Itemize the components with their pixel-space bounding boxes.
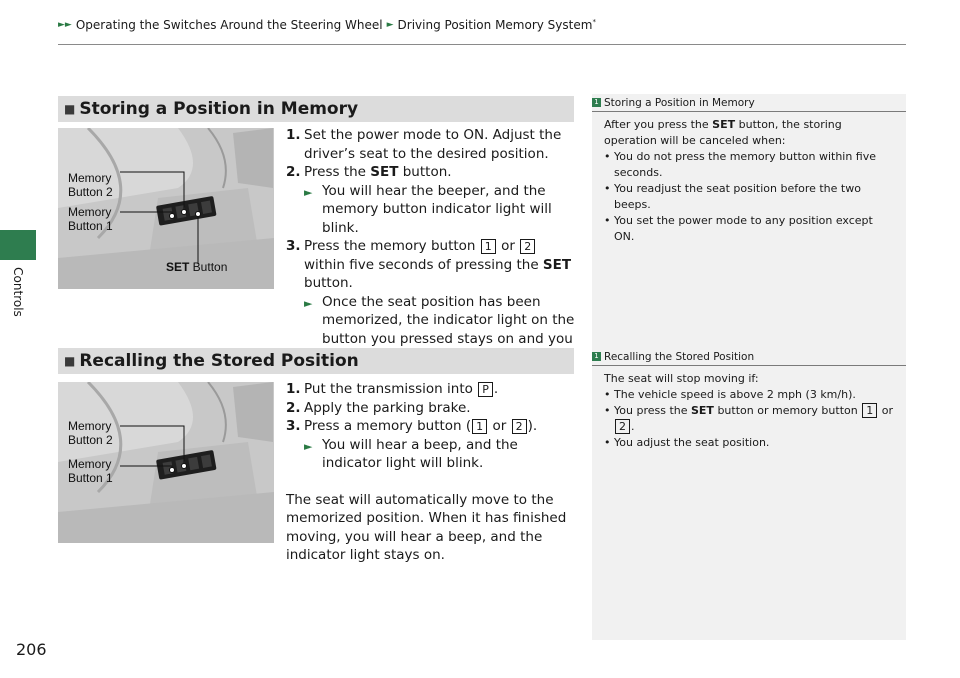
note-bullet — [604, 403, 896, 435]
step-number: 3. — [286, 418, 301, 434]
note-title-text: Storing a Position in Memory — [604, 96, 755, 109]
label-memory-button-1-line1: Memory — [68, 457, 112, 471]
note-bullet — [604, 435, 896, 451]
storing-step-1 — [286, 126, 576, 163]
recalling-step-1 — [286, 380, 576, 399]
memory-key-1-icon: 1 — [481, 239, 496, 254]
memory-key-2-icon: 2 — [512, 419, 527, 434]
door-panel-illustration — [58, 128, 274, 289]
label-memory-button-1b — [68, 219, 113, 233]
step-number: 2. — [286, 399, 301, 416]
breadcrumb-item-switches[interactable]: Operating the Switches Around the Steering Wheel — [75, 18, 383, 32]
step-text — [304, 237, 576, 293]
recalling-paragraph: The seat will automatically move to the memorized position. When it has finished moving, you will hear a beep, and the indicator light stays on. — [286, 491, 567, 563]
heading-square-icon: ■ — [64, 102, 76, 116]
step-text-part: Press the — [304, 164, 371, 180]
step-text-part: . — [493, 381, 499, 397]
option-asterisk: * — [592, 18, 596, 26]
recalling-heading — [58, 348, 574, 374]
note-bullet — [604, 387, 896, 403]
note-bullet-text: The vehicle speed is above 2 mph (3 km/h). — [614, 388, 856, 401]
storing-step-3 — [286, 237, 576, 293]
recalling-step-3-result — [286, 436, 576, 473]
label-set-button — [166, 260, 227, 274]
section-tab-label-wrap — [4, 262, 32, 322]
label-set-button-bold: SET — [166, 260, 190, 274]
breadcrumb-item-memory-system-label: Driving Position Memory System — [397, 18, 593, 32]
note-bullet — [604, 213, 896, 245]
label-memory-button-1 — [68, 205, 111, 219]
bullet-icon: • — [604, 214, 611, 227]
step-text-part: button. — [304, 275, 353, 291]
note-bullet-text: You adjust the seat position. — [614, 436, 770, 449]
set-button-ref: SET — [542, 256, 572, 273]
step-text-part: Press a memory button ( — [304, 418, 472, 434]
step-text: Apply the parking brake. — [304, 399, 471, 416]
breadcrumb-arrow-icon: ► — [386, 20, 394, 30]
breadcrumb-arrow-icon: ►► — [58, 20, 72, 30]
step-text: Set the power mode to ON. Adjust the driver’s seat to the desired position. — [304, 127, 562, 162]
result-text: Once the seat position has been memorized, the indicator light on the button you pressed stays on and you — [322, 293, 575, 347]
label-memory-button-2 — [68, 419, 111, 433]
result-text: You will hear a beep, and the indicator light will blink. — [322, 436, 518, 471]
label-memory-button-2b — [68, 185, 113, 199]
note-text: button, the storing operation will be canceled when: — [604, 118, 842, 147]
label-memory-button-2-line1: Memory — [68, 171, 112, 185]
step-text-part: Put the transmission into — [304, 381, 478, 397]
step-text — [304, 417, 537, 436]
storing-note-title — [592, 96, 906, 112]
storing-note-body — [602, 117, 896, 245]
step-text — [304, 380, 498, 399]
bullet-icon: • — [604, 182, 611, 195]
note-intro: The seat will stop moving if: — [604, 372, 759, 385]
label-memory-button-1-line2: Button 1 — [68, 219, 113, 233]
result-arrow-icon: ► — [304, 185, 313, 199]
step-number: 3. — [286, 238, 301, 254]
step-text-part: within five seconds of pressing the — [304, 256, 543, 273]
memory-key-1-icon: 1 — [472, 419, 487, 434]
door-panel-illustration — [58, 382, 274, 543]
breadcrumb-item-memory-system[interactable] — [398, 18, 596, 32]
page-number: 206 — [16, 640, 47, 659]
note-text: or — [878, 404, 893, 417]
step-text — [304, 163, 452, 182]
set-button-ref: SET — [370, 164, 399, 180]
recalling-step-3 — [286, 417, 576, 436]
label-memory-button-2-line1: Memory — [68, 419, 112, 433]
heading-square-icon: ■ — [64, 354, 76, 368]
memory-key-2-icon: 2 — [615, 419, 630, 434]
result-text: You will hear the beeper, and the memory button indicator light will blink. — [322, 182, 552, 236]
note-bullet-text: You readjust the seat position before the two beeps. — [614, 182, 861, 211]
bullet-icon: • — [604, 436, 611, 449]
step-number: 2. — [286, 164, 301, 180]
section-tab-marker[interactable] — [0, 230, 36, 260]
recalling-steps — [286, 380, 576, 565]
step-number: 1. — [286, 381, 301, 397]
result-arrow-icon: ► — [304, 296, 313, 310]
note-text: After you press the — [604, 118, 713, 131]
recalling-note — [592, 350, 906, 451]
storing-note — [592, 96, 906, 245]
section-tab-label: Controls — [11, 267, 26, 317]
label-memory-button-1 — [68, 457, 111, 471]
note-icon: 1 — [592, 352, 601, 361]
step-text-part: or — [488, 418, 511, 434]
recalling-note-body — [602, 371, 896, 451]
storing-heading — [58, 96, 574, 122]
note-text: . — [631, 420, 635, 433]
header-rule — [58, 44, 906, 45]
label-memory-button-2-line2: Button 2 — [68, 185, 113, 199]
set-button-ref: SET — [712, 118, 736, 131]
set-button-ref: SET — [691, 404, 714, 417]
note-bullet — [604, 181, 896, 213]
recalling-step-2 — [286, 399, 576, 418]
memory-key-2-icon: 2 — [520, 239, 535, 254]
result-arrow-icon: ► — [304, 439, 313, 453]
recalling-note-title — [592, 350, 906, 366]
note-icon: 1 — [592, 98, 601, 107]
label-memory-button-1-line2: Button 1 — [68, 471, 113, 485]
step-number: 1. — [286, 127, 301, 143]
storing-steps — [286, 126, 576, 367]
label-memory-button-2-line2: Button 2 — [68, 433, 113, 447]
label-set-button-rest: Button — [189, 260, 228, 274]
label-memory-button-2 — [68, 171, 111, 185]
note-intro — [604, 117, 896, 149]
storing-heading-text: Storing a Position in Memory — [79, 99, 359, 119]
step-text-part: button. — [398, 164, 452, 180]
label-memory-button-1-line1: Memory — [68, 205, 112, 219]
recalling-heading-text: Recalling the Stored Position — [79, 351, 359, 371]
note-text: You press the — [614, 404, 691, 417]
note-text: button or memory button — [713, 404, 862, 417]
step-text-part: or — [496, 238, 520, 254]
step-text-part: ). — [527, 418, 538, 434]
bullet-icon: • — [604, 388, 611, 401]
memory-key-1-icon: 1 — [862, 403, 877, 418]
storing-illustration — [58, 128, 274, 289]
bullet-icon: • — [604, 404, 611, 417]
note-bullet-text: You do not press the memory button within five seconds. — [614, 150, 877, 179]
note-bullet-text — [614, 403, 896, 435]
storing-step-2-result — [286, 182, 576, 238]
recalling-illustration — [58, 382, 274, 543]
note-bullet — [604, 149, 896, 181]
park-key-icon: P — [478, 382, 493, 397]
bullet-icon: • — [604, 150, 611, 163]
storing-step-2 — [286, 163, 576, 182]
breadcrumb — [58, 18, 596, 32]
note-title-text: Recalling the Stored Position — [604, 350, 755, 363]
step-text-part: Press the memory button — [304, 238, 480, 254]
note-bullet-text: You set the power mode to any position except ON. — [614, 214, 873, 243]
label-memory-button-1b — [68, 471, 113, 485]
label-memory-button-2b — [68, 433, 113, 447]
